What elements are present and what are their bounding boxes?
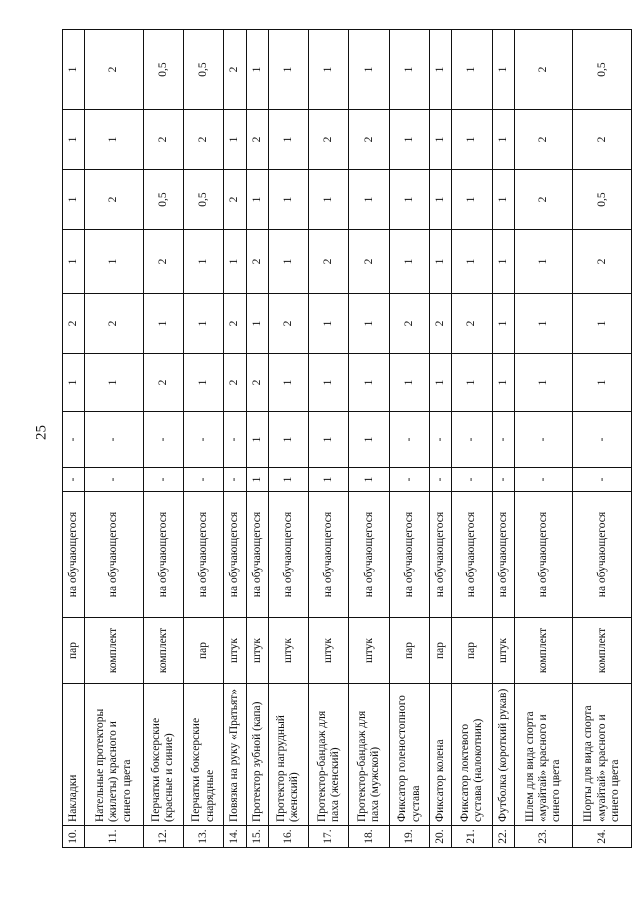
quantity-cell: 1 xyxy=(349,468,389,492)
quantity-cell: 2 xyxy=(349,110,389,170)
row-number-cell: 24. xyxy=(573,826,632,848)
quantity-cell: - xyxy=(514,468,572,492)
basis-cell: на обучающегося xyxy=(184,492,224,618)
quantity-cell: 1 xyxy=(349,170,389,230)
item-name-cell: Протектор нагрудный (женский) xyxy=(268,684,308,826)
quantity-cell: 2 xyxy=(143,354,183,412)
item-name-cell: Перчатки боксерские снарядные xyxy=(184,684,224,826)
quantity-cell: 1 xyxy=(85,110,143,170)
quantity-cell: 2 xyxy=(224,294,246,354)
quantity-cell: 1 xyxy=(268,468,308,492)
quantity-cell: - xyxy=(63,468,85,492)
basis-cell: на обучающегося xyxy=(573,492,632,618)
quantity-cell: 1 xyxy=(492,170,514,230)
unit-cell: штук xyxy=(268,618,308,684)
quantity-cell: 2 xyxy=(430,294,452,354)
quantity-cell: 1 xyxy=(492,230,514,294)
basis-cell: на обучающегося xyxy=(143,492,183,618)
basis-cell: на обучающегося xyxy=(224,492,246,618)
item-name-cell: Шорты для вида спорта «муайтай» красного и синего цвета xyxy=(573,684,632,826)
quantity-cell: 1 xyxy=(452,30,492,110)
table-row xyxy=(224,30,246,848)
quantity-cell: 1 xyxy=(246,468,268,492)
table-row xyxy=(492,30,514,848)
quantity-cell: 2 xyxy=(143,230,183,294)
quantity-cell: 1 xyxy=(268,110,308,170)
row-number-cell: 16. xyxy=(268,826,308,848)
quantity-cell: 2 xyxy=(246,354,268,412)
quantity-cell: 0,5 xyxy=(184,170,224,230)
quantity-cell: 1 xyxy=(63,110,85,170)
item-name-cell: Повязка на руку «Пратьят» xyxy=(224,684,246,826)
quantity-cell: 1 xyxy=(349,354,389,412)
basis-cell: на обучающегося xyxy=(63,492,85,618)
quantity-cell: 2 xyxy=(224,30,246,110)
unit-cell: комплект xyxy=(143,618,183,684)
row-number-cell: 20. xyxy=(430,826,452,848)
item-name-cell: Фиксатор голеностопного сустава xyxy=(389,684,429,826)
item-name-cell: Накладки xyxy=(63,684,85,826)
row-number-cell: 22. xyxy=(492,826,514,848)
quantity-cell: 1 xyxy=(389,30,429,110)
quantity-cell: 0,5 xyxy=(573,170,632,230)
quantity-cell: 1 xyxy=(452,230,492,294)
row-number-cell: 10. xyxy=(63,826,85,848)
quantity-cell: 1 xyxy=(492,30,514,110)
quantity-cell: 1 xyxy=(430,354,452,412)
quantity-cell: 1 xyxy=(309,294,349,354)
table-row xyxy=(268,30,308,848)
quantity-cell: 1 xyxy=(349,294,389,354)
row-number-cell: 19. xyxy=(389,826,429,848)
quantity-cell: 1 xyxy=(514,294,572,354)
quantity-cell: - xyxy=(389,412,429,468)
item-name-cell: Футболка (короткий рукав) xyxy=(492,684,514,826)
quantity-cell: 1 xyxy=(246,30,268,110)
unit-cell: штук xyxy=(349,618,389,684)
quantity-cell: 1 xyxy=(349,30,389,110)
quantity-cell: 0,5 xyxy=(143,170,183,230)
quantity-cell: 1 xyxy=(268,30,308,110)
table-row xyxy=(85,30,143,848)
basis-cell: на обучающегося xyxy=(452,492,492,618)
quantity-cell: - xyxy=(573,412,632,468)
basis-cell: на обучающегося xyxy=(389,492,429,618)
quantity-cell: 1 xyxy=(430,170,452,230)
quantity-cell: 1 xyxy=(389,230,429,294)
quantity-cell: 2 xyxy=(224,354,246,412)
quantity-cell: - xyxy=(452,468,492,492)
quantity-cell: 1 xyxy=(430,30,452,110)
row-number-cell: 17. xyxy=(309,826,349,848)
quantity-cell: 1 xyxy=(268,230,308,294)
quantity-cell: 1 xyxy=(63,230,85,294)
rotated-page xyxy=(62,30,632,848)
quantity-cell: - xyxy=(573,468,632,492)
basis-cell: на обучающегося xyxy=(85,492,143,618)
quantity-cell: 1 xyxy=(514,354,572,412)
quantity-cell: 1 xyxy=(452,110,492,170)
quantity-cell: 1 xyxy=(573,294,632,354)
row-number-cell: 12. xyxy=(143,826,183,848)
quantity-cell: 1 xyxy=(309,30,349,110)
quantity-cell: - xyxy=(224,468,246,492)
quantity-cell: 1 xyxy=(349,412,389,468)
row-number-cell: 14. xyxy=(224,826,246,848)
unit-cell: комплект xyxy=(514,618,572,684)
quantity-cell: 1 xyxy=(492,354,514,412)
quantity-cell: 1 xyxy=(309,354,349,412)
quantity-cell: 1 xyxy=(85,230,143,294)
row-number-cell: 13. xyxy=(184,826,224,848)
table-row xyxy=(143,30,183,848)
table-row xyxy=(573,30,632,848)
unit-cell: штук xyxy=(492,618,514,684)
quantity-cell: - xyxy=(492,412,514,468)
quantity-cell: - xyxy=(430,412,452,468)
quantity-cell: 1 xyxy=(452,170,492,230)
quantity-cell: 2 xyxy=(85,30,143,110)
quantity-cell: 2 xyxy=(246,230,268,294)
quantity-cell: 1 xyxy=(143,294,183,354)
page-number: 25 xyxy=(33,425,50,440)
quantity-cell: 2 xyxy=(573,110,632,170)
quantity-cell: 1 xyxy=(492,110,514,170)
unit-cell: пар xyxy=(63,618,85,684)
quantity-cell: 2 xyxy=(309,110,349,170)
quantity-cell: 0,5 xyxy=(573,30,632,110)
quantity-cell: - xyxy=(85,468,143,492)
basis-cell: на обучающегося xyxy=(309,492,349,618)
quantity-cell: 2 xyxy=(85,170,143,230)
quantity-cell: 0,5 xyxy=(184,30,224,110)
quantity-cell: - xyxy=(430,468,452,492)
unit-cell: пар xyxy=(389,618,429,684)
quantity-cell: 2 xyxy=(389,294,429,354)
quantity-cell: 1 xyxy=(389,110,429,170)
quantity-cell: 1 xyxy=(268,354,308,412)
quantity-cell: - xyxy=(143,412,183,468)
unit-cell: пар xyxy=(452,618,492,684)
table-row xyxy=(63,30,85,848)
table-row xyxy=(246,30,268,848)
quantity-cell: 2 xyxy=(514,170,572,230)
row-number-cell: 11. xyxy=(85,826,143,848)
quantity-cell: 1 xyxy=(514,230,572,294)
quantity-cell: 1 xyxy=(184,294,224,354)
quantity-cell: 2 xyxy=(268,294,308,354)
row-number-cell: 21. xyxy=(452,826,492,848)
quantity-cell: - xyxy=(389,468,429,492)
item-name-cell: Фиксатор локтевого сустава (налокотник) xyxy=(452,684,492,826)
quantity-cell: 2 xyxy=(573,230,632,294)
unit-cell: пар xyxy=(430,618,452,684)
quantity-cell: 2 xyxy=(349,230,389,294)
quantity-cell: - xyxy=(184,412,224,468)
quantity-cell: - xyxy=(514,412,572,468)
basis-cell: на обучающегося xyxy=(514,492,572,618)
item-name-cell: Протектор-бандаж для паха (женский) xyxy=(309,684,349,826)
unit-cell: штук xyxy=(224,618,246,684)
quantity-cell: 2 xyxy=(63,294,85,354)
quantity-cell: - xyxy=(224,412,246,468)
quantity-cell: 2 xyxy=(224,170,246,230)
quantity-cell: 1 xyxy=(309,412,349,468)
quantity-cell: 1 xyxy=(246,170,268,230)
quantity-cell: 1 xyxy=(430,230,452,294)
quantity-cell: 1 xyxy=(573,354,632,412)
unit-cell: комплект xyxy=(85,618,143,684)
basis-cell: на обучающегося xyxy=(349,492,389,618)
quantity-cell: 1 xyxy=(246,294,268,354)
quantity-cell: 1 xyxy=(85,354,143,412)
quantity-cell: 1 xyxy=(452,354,492,412)
quantity-cell: 2 xyxy=(452,294,492,354)
basis-cell: на обучающегося xyxy=(492,492,514,618)
quantity-cell: - xyxy=(143,468,183,492)
row-number-cell: 23. xyxy=(514,826,572,848)
item-name-cell: Перчатки боксерские (красные и синие) xyxy=(143,684,183,826)
basis-cell: на обучающегося xyxy=(430,492,452,618)
item-name-cell: Шлем для вида спорта «муайтай» красного и синего цвета xyxy=(514,684,572,826)
unit-cell: пар xyxy=(184,618,224,684)
quantity-cell: 1 xyxy=(309,468,349,492)
item-name-cell: Нательные протекторы (жилеты) красного и синего цвета xyxy=(85,684,143,826)
quantity-cell: 0,5 xyxy=(143,30,183,110)
table-row xyxy=(514,30,572,848)
quantity-cell: - xyxy=(85,412,143,468)
quantity-cell: 1 xyxy=(430,110,452,170)
quantity-cell: 1 xyxy=(63,30,85,110)
table-row xyxy=(452,30,492,848)
quantity-cell: - xyxy=(492,468,514,492)
basis-cell: на обучающегося xyxy=(268,492,308,618)
unit-cell: штук xyxy=(309,618,349,684)
quantity-cell: 1 xyxy=(268,170,308,230)
table-row xyxy=(309,30,349,848)
quantity-cell: 1 xyxy=(63,170,85,230)
item-name-cell: Фиксатор колена xyxy=(430,684,452,826)
quantity-cell: 1 xyxy=(268,412,308,468)
quantity-cell: 1 xyxy=(224,230,246,294)
quantity-cell: 1 xyxy=(63,354,85,412)
quantity-cell: 2 xyxy=(514,110,572,170)
quantity-cell: - xyxy=(63,412,85,468)
quantity-cell: 1 xyxy=(492,294,514,354)
item-name-cell: Протектор зубной (капа) xyxy=(246,684,268,826)
quantity-cell: 1 xyxy=(184,230,224,294)
quantity-cell: 1 xyxy=(389,170,429,230)
table-row xyxy=(349,30,389,848)
quantity-cell: 2 xyxy=(184,110,224,170)
equipment-table xyxy=(62,29,632,848)
quantity-cell: 1 xyxy=(389,354,429,412)
quantity-cell: 2 xyxy=(85,294,143,354)
quantity-cell: 2 xyxy=(309,230,349,294)
row-number-cell: 18. xyxy=(349,826,389,848)
quantity-cell: 1 xyxy=(224,110,246,170)
row-number-cell: 15. xyxy=(246,826,268,848)
table-row xyxy=(184,30,224,848)
quantity-cell: 1 xyxy=(309,170,349,230)
item-name-cell: Протектор-бандаж для паха (мужской) xyxy=(349,684,389,826)
quantity-cell: 2 xyxy=(246,110,268,170)
table-row xyxy=(389,30,429,848)
quantity-cell: 1 xyxy=(184,354,224,412)
table-row xyxy=(430,30,452,848)
unit-cell: штук xyxy=(246,618,268,684)
quantity-cell: - xyxy=(184,468,224,492)
quantity-cell: 2 xyxy=(143,110,183,170)
basis-cell: на обучающегося xyxy=(246,492,268,618)
unit-cell: комплект xyxy=(573,618,632,684)
quantity-cell: 2 xyxy=(514,30,572,110)
quantity-cell: 1 xyxy=(246,412,268,468)
quantity-cell: - xyxy=(452,412,492,468)
